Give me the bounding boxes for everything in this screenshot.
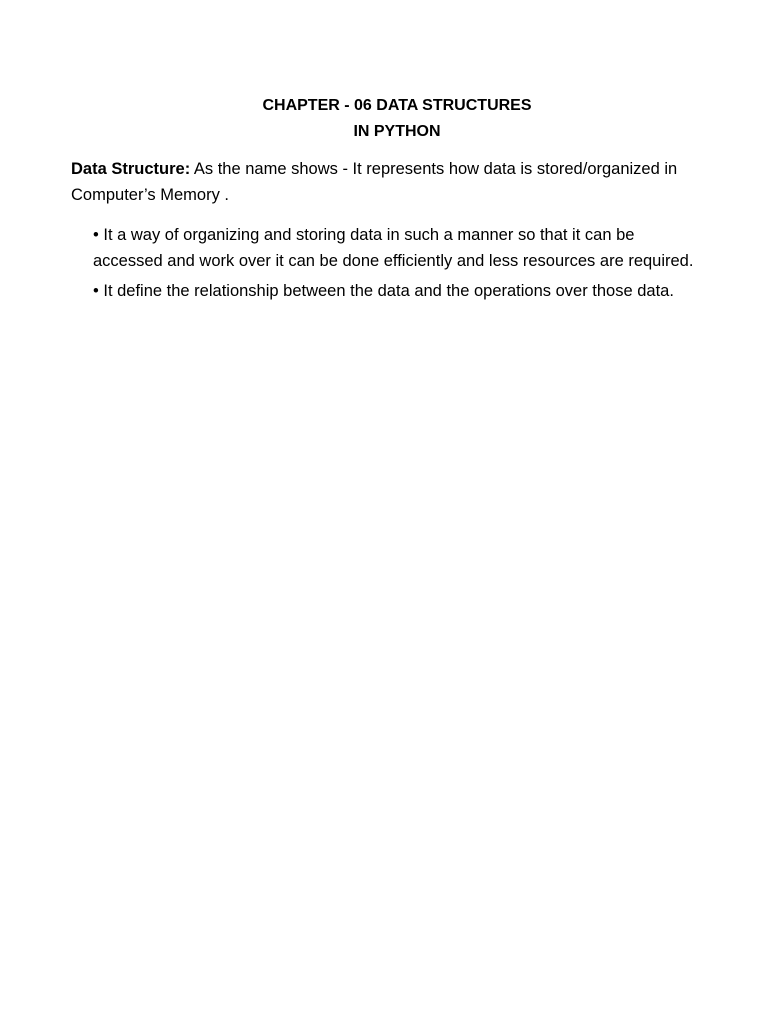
bullet-item: • It define the relationship between the data and the operations over those data. bbox=[93, 282, 674, 300]
bullet-list bbox=[93, 223, 703, 310]
definition-text: As the name shows - It represents how data is stored/organized in Computer’s Memory . bbox=[71, 160, 678, 204]
bullet-item: • It a way of organizing and storing data in such a manner so that it can be accessed and work over it can be done efficiently and less resources are required. bbox=[93, 226, 694, 270]
definition-paragraph bbox=[71, 156, 751, 208]
chapter-title-line-1: CHAPTER - 06 DATA STRUCTURES bbox=[262, 97, 532, 114]
chapter-title-line-2: IN PYTHON bbox=[353, 123, 441, 140]
definition-term: Data Structure: bbox=[71, 160, 191, 178]
chapter-title bbox=[0, 93, 768, 145]
